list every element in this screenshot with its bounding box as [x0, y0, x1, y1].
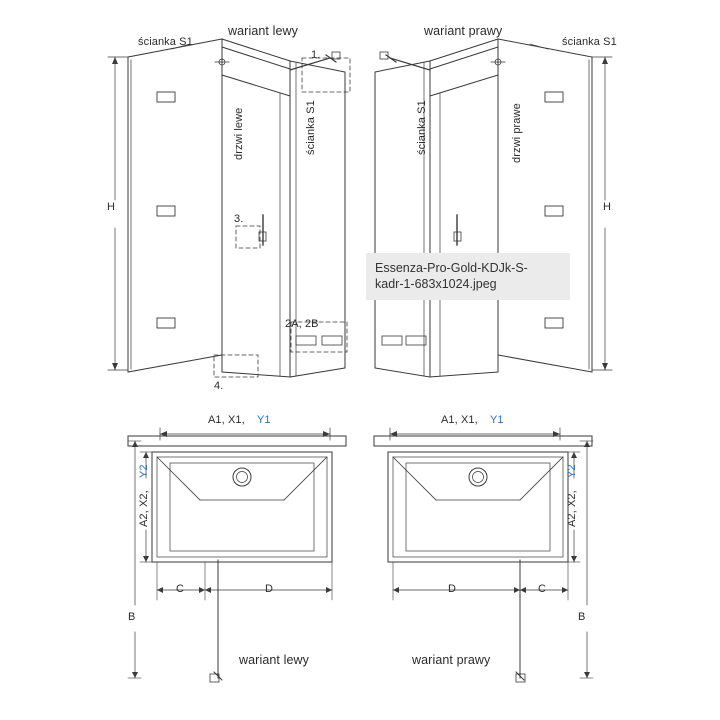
top-right-perspective	[375, 39, 612, 377]
bottom-left-top-dim-label: A1, X1,	[208, 414, 245, 426]
bottom-left-plan	[128, 428, 346, 682]
filename-badge	[366, 253, 570, 300]
bottom-left-dim-d: D	[265, 583, 274, 595]
bottom-left-dim-c: C	[176, 583, 185, 595]
bottom-right-dim-d: D	[448, 583, 457, 595]
top-left-height-label: H	[107, 201, 116, 213]
top-right-wall-top-label: ścianka S1	[562, 36, 617, 48]
callout-2-label: 2A, 2B	[285, 318, 319, 330]
bottom-left-side-dim-accent: Y2	[138, 464, 150, 478]
bottom-right-view-title: wariant prawy	[412, 653, 491, 667]
callout-3-label: 3.	[234, 213, 244, 225]
top-right-height-label: H	[603, 201, 612, 213]
bottom-right-dim-b: B	[578, 611, 586, 623]
top-left-view-title: wariant lewy	[228, 24, 298, 38]
bottom-right-side-dim-label: A2, X2,	[566, 490, 578, 527]
callout-1-label: 1.	[311, 49, 321, 61]
top-right-view-title: wariant prawy	[424, 24, 503, 38]
top-right-door-label: drzwi prawe	[511, 103, 523, 163]
bottom-left-top-dim-accent: Y1	[257, 414, 271, 426]
bottom-right-side-dim-accent: Y2	[566, 464, 578, 478]
bottom-left-side-dim-label: A2, X2,	[138, 490, 150, 527]
bottom-left-dim-b: B	[128, 611, 136, 623]
bottom-right-top-dim-label: A1, X1,	[441, 414, 478, 426]
filename-line-2: kadr-1-683x1024.jpeg	[375, 277, 497, 291]
callout-4-label: 4.	[214, 380, 224, 392]
top-left-door-label: drzwi lewe	[233, 107, 245, 160]
top-left-wall-top-label: ścianka S1	[138, 36, 193, 48]
top-left-wall-right-label: ścianka S1	[305, 100, 317, 155]
filename-line-1: Essenza-Pro-Gold-KDJk-S-	[375, 261, 528, 275]
bottom-left-view-title: wariant lewy	[239, 653, 309, 667]
bottom-right-dim-c: C	[538, 583, 547, 595]
bottom-right-plan	[374, 428, 593, 682]
bottom-right-top-dim-accent: Y1	[490, 414, 504, 426]
top-right-wall-left-label: ścianka S1	[416, 100, 428, 155]
